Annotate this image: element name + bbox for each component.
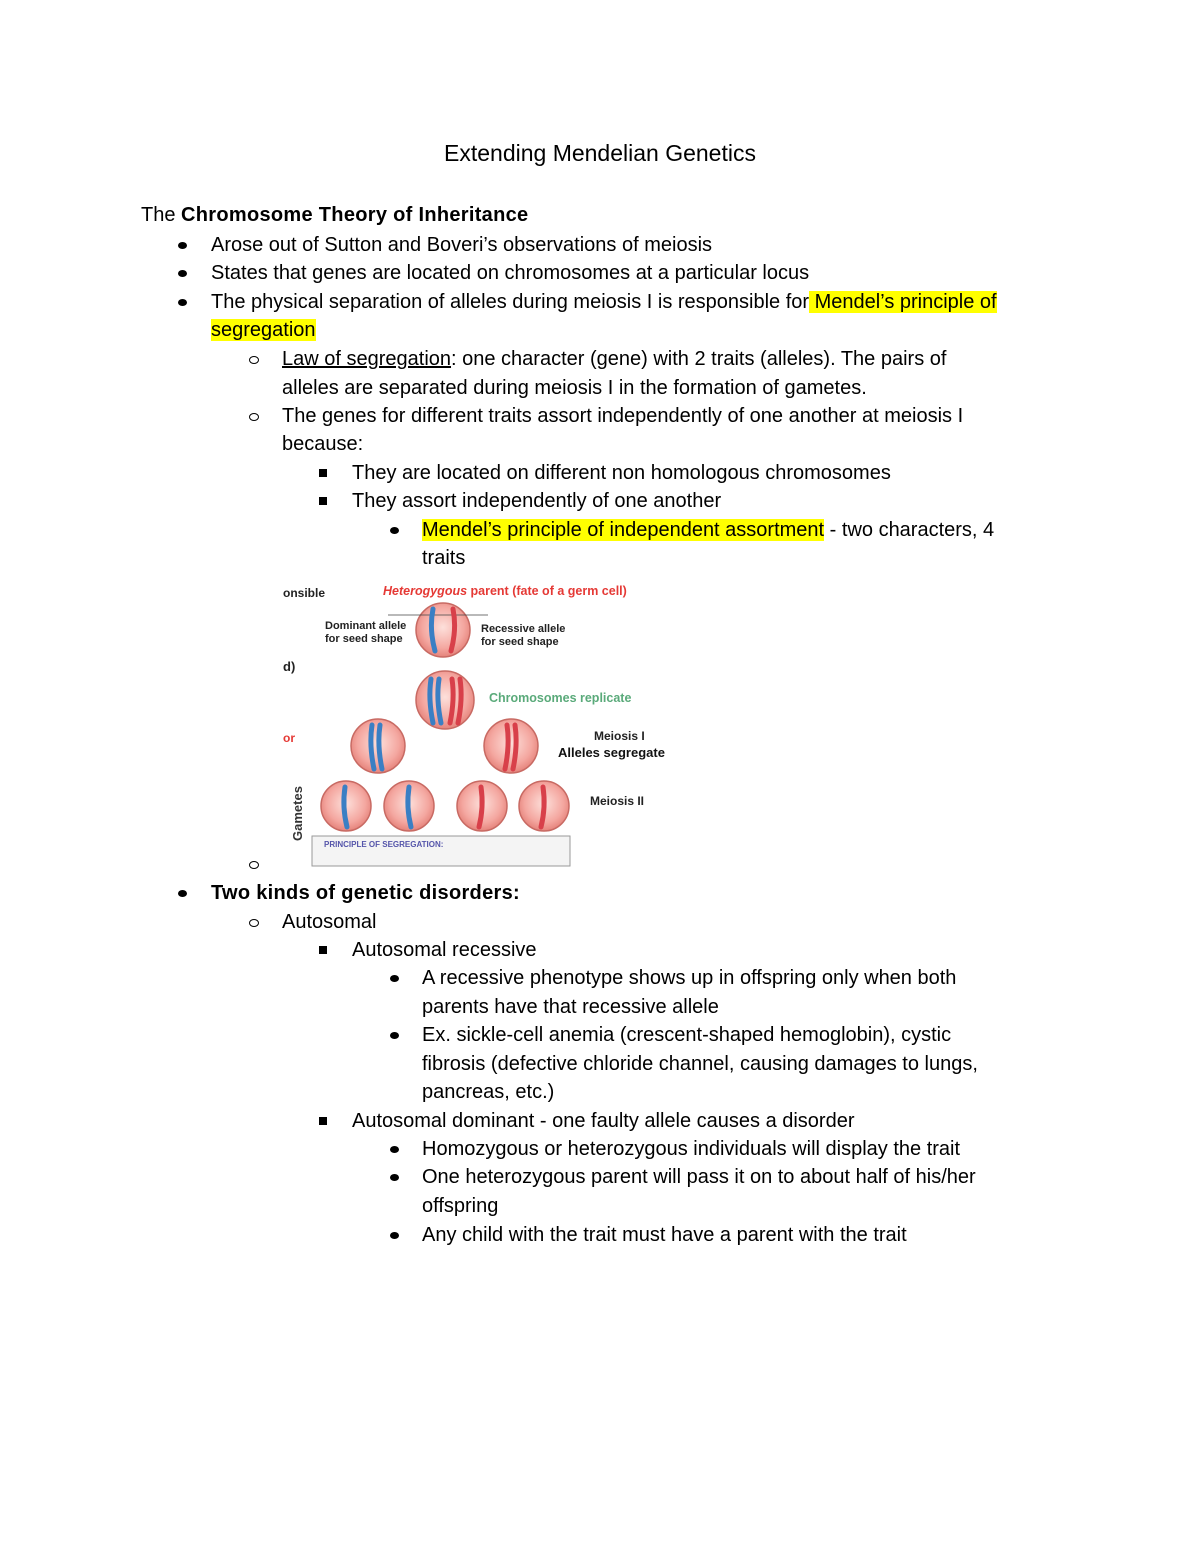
document-title: Extending Mendelian Genetics bbox=[444, 140, 756, 166]
highlight-mendel: Mendel’s principle of bbox=[814, 291, 997, 313]
figure-title bbox=[383, 584, 627, 598]
bullet-dot-icon bbox=[390, 1032, 399, 1039]
sub-bullet-text-continued: because: bbox=[282, 433, 364, 455]
recessive-detail-1: A recessive phenotype shows up in offspring only when both bbox=[422, 967, 957, 989]
law-of-segregation-rest: : one character (gene) with 2 traits (alleles). The pairs of bbox=[451, 348, 947, 370]
bullet-dot-icon bbox=[178, 890, 187, 897]
bullet-square-icon bbox=[319, 946, 327, 954]
recessive-detail-2-cont-2: pancreas, etc.) bbox=[422, 1081, 555, 1103]
two-characters-text: - two characters, 4 bbox=[824, 519, 995, 541]
autosomal-dominant-text: Autosomal dominant - one faulty allele causes a disorder bbox=[352, 1110, 855, 1132]
cut-label-2: d) bbox=[283, 659, 296, 674]
sub-bullet-text: The genes for different traits assort independently of one another at meiosis I bbox=[282, 405, 964, 427]
bullet-text: Arose out of Sutton and Boveri’s observations of meiosis bbox=[211, 234, 713, 256]
disorders-heading: Two kinds of genetic disorders: bbox=[211, 882, 520, 904]
law-of-segregation-underline: Law of segregation bbox=[282, 348, 452, 370]
autosomal-recessive-text: Autosomal recessive bbox=[352, 939, 537, 961]
bullet-dot-icon bbox=[178, 242, 187, 249]
autosomal-text: Autosomal bbox=[282, 911, 377, 933]
figure-title-rest: parent (fate of a germ cell) bbox=[467, 584, 627, 598]
bullet-dot-icon bbox=[390, 1174, 399, 1181]
gametes-label: Gametes bbox=[290, 786, 305, 841]
recessive-detail-2: Ex. sickle-cell anemia (crescent-shaped hemoglobin), cystic bbox=[422, 1024, 952, 1046]
meiosis-one-cell-right bbox=[484, 719, 538, 773]
bullet-plain-text: The physical separation of alleles during meiosis I is responsible for bbox=[211, 291, 810, 313]
cut-label-1: onsible bbox=[283, 586, 326, 600]
gamete-cell-2 bbox=[384, 781, 434, 831]
chromosomes-replicate-label: Chromosomes replicate bbox=[489, 691, 632, 705]
bullet-circle-icon bbox=[249, 413, 259, 421]
gamete-cell-3 bbox=[457, 781, 507, 831]
recessive-detail-2-cont: fibrosis (defective chloride channel, causing damages to lungs, bbox=[422, 1053, 978, 1075]
meiosis-one-label: Meiosis I bbox=[594, 729, 645, 743]
replicated-cell bbox=[416, 671, 474, 729]
recessive-allele-label-2: for seed shape bbox=[481, 636, 559, 648]
independent-assortment-text bbox=[422, 516, 994, 545]
bullet-dot-icon bbox=[178, 299, 187, 306]
dominant-allele-label: Dominant allele bbox=[325, 620, 407, 632]
heading-bold: Chromosome Theory of Inheritance bbox=[181, 204, 529, 226]
dominant-allele-label-2: for seed shape bbox=[325, 633, 403, 645]
bullet-circle-icon bbox=[249, 919, 259, 927]
bullet-text bbox=[211, 288, 997, 317]
bullet-text-continued bbox=[211, 316, 316, 345]
alleles-segregate-label: Alleles segregate bbox=[558, 745, 665, 760]
sub-bullet-text-continued: alleles are separated during meiosis I in the formation of gametes. bbox=[282, 377, 867, 399]
meiosis-one-cell-left bbox=[351, 719, 405, 773]
cut-label-3: or bbox=[283, 731, 295, 745]
bullet-dot-icon bbox=[390, 527, 399, 534]
segregation-diagram bbox=[283, 577, 697, 870]
bullet-square-icon bbox=[319, 1117, 327, 1125]
dominant-detail-2: One heterozygous parent will pass it on to about half of his/her bbox=[422, 1166, 976, 1188]
bullet-square-icon bbox=[319, 469, 327, 477]
dominant-detail-1: Homozygous or heterozygous individuals will display the trait bbox=[422, 1138, 961, 1160]
recessive-detail-1-cont: parents have that recessive allele bbox=[422, 996, 719, 1018]
bullet-square-icon bbox=[319, 497, 327, 505]
sub-bullet-text bbox=[282, 345, 946, 374]
bullet-text: States that genes are located on chromosomes at a particular locus bbox=[211, 262, 810, 284]
bullet-dot-icon bbox=[390, 1146, 399, 1153]
bullet-circle-icon bbox=[249, 356, 259, 364]
gamete-cell-1 bbox=[321, 781, 371, 831]
highlight-text bbox=[809, 291, 997, 313]
recessive-allele-label: Recessive allele bbox=[481, 623, 566, 635]
gamete-cell-4 bbox=[519, 781, 569, 831]
dominant-detail-3: Any child with the trait must have a parent with the trait bbox=[422, 1224, 907, 1246]
sub-sub-bullet-text: They are located on different non homologous chromosomes bbox=[352, 462, 891, 484]
highlight-independent-assortment: Mendel’s principle of independent assortment bbox=[422, 519, 825, 541]
bullet-dot-icon bbox=[390, 1232, 399, 1239]
sub-sub-bullet-text: They assort independently of one another bbox=[352, 490, 722, 512]
figure-title-italic: Heterogygous bbox=[383, 584, 468, 598]
dominant-detail-2-cont: offspring bbox=[422, 1195, 499, 1217]
heading-prefix: The bbox=[141, 204, 182, 226]
section-heading bbox=[141, 204, 528, 227]
highlight-segregation: segregation bbox=[211, 319, 316, 341]
segregation-figure bbox=[283, 577, 697, 870]
bullet-dot-icon bbox=[178, 270, 187, 277]
meiosis-two-label: Meiosis II bbox=[590, 794, 645, 808]
bullet-dot-icon bbox=[390, 975, 399, 982]
principle-label: PRINCIPLE OF SEGREGATION: bbox=[324, 840, 444, 849]
traits-text: traits bbox=[422, 547, 466, 569]
bullet-circle-icon bbox=[249, 861, 259, 869]
